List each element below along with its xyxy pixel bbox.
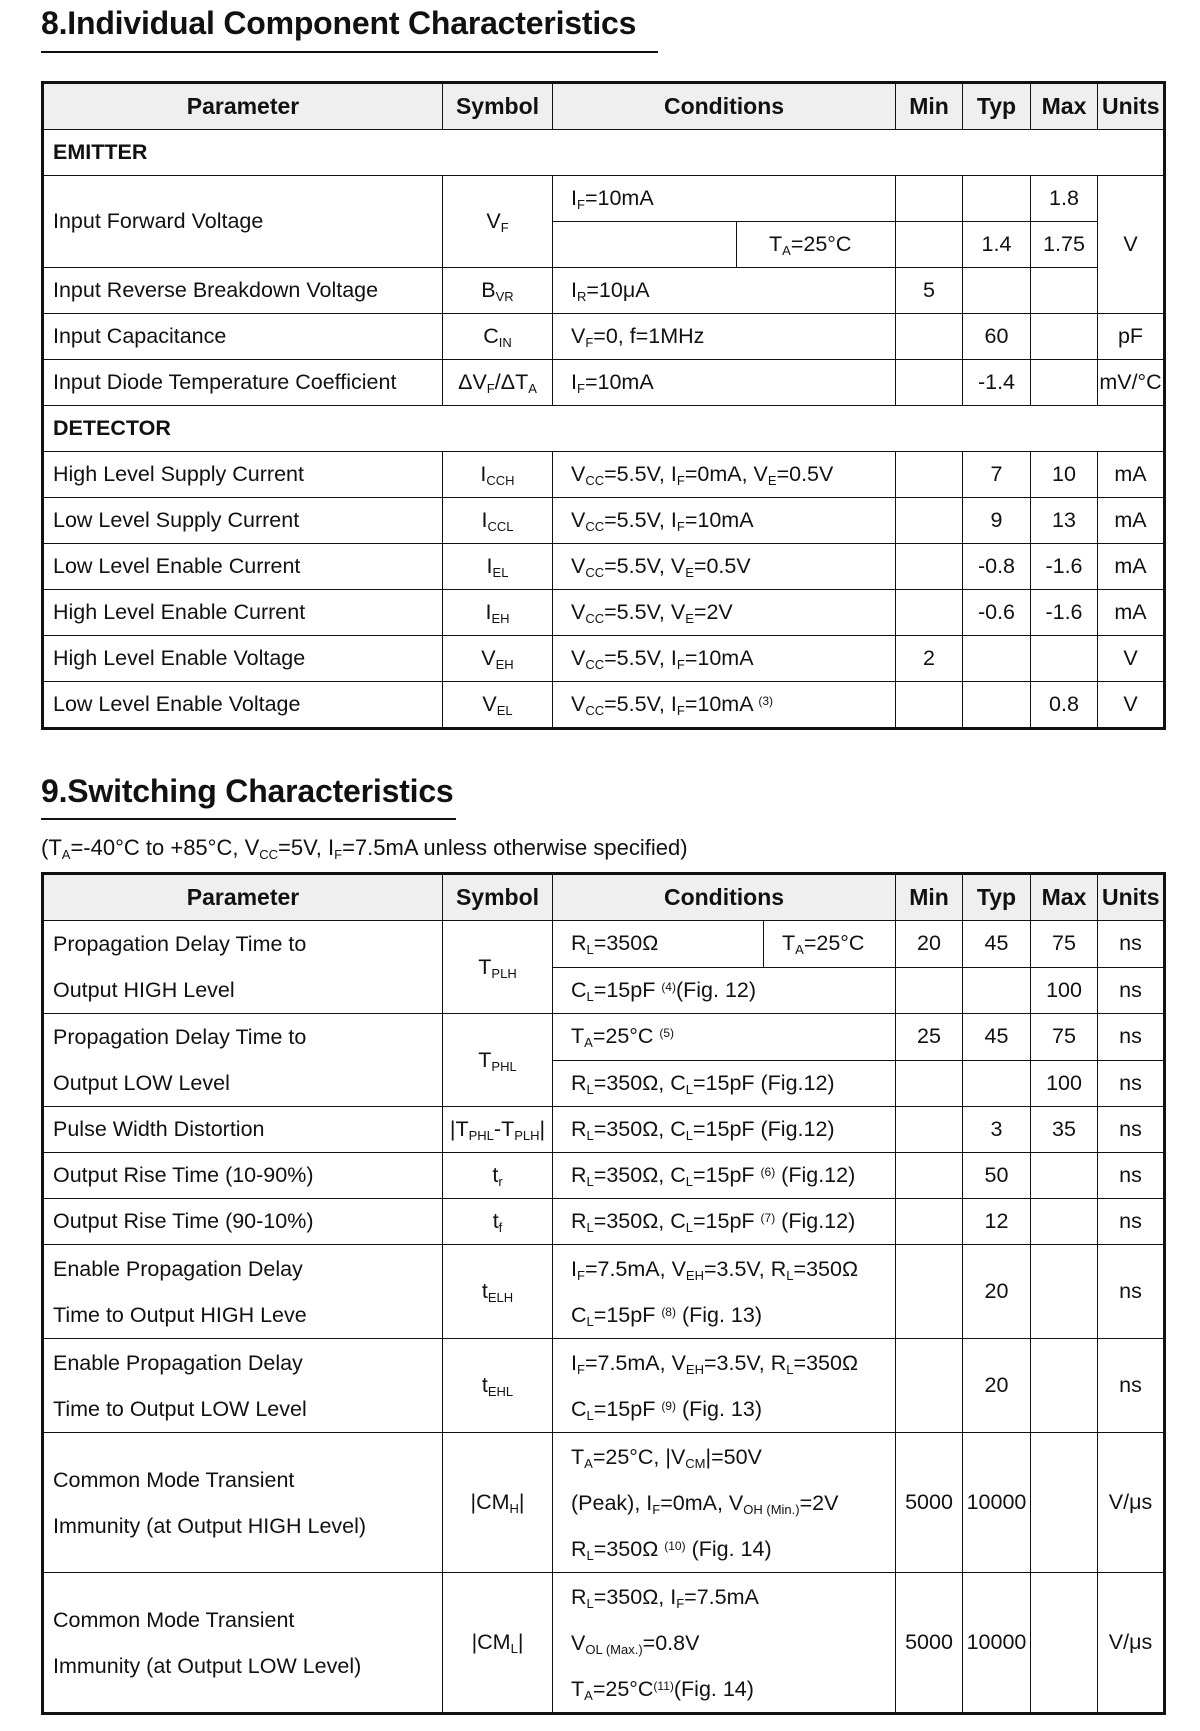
table-row xyxy=(44,268,1164,314)
symbol-cell: $V_F$ xyxy=(443,176,553,268)
condition-cell: $V_{CC}=5.5V$, $I_F=0mA$, $V_E=0.5V$ xyxy=(553,452,896,498)
param-cell: Propagation Delay Time to Output HIGH Level xyxy=(44,921,443,1014)
symbol-cell: $|CM_L|$ xyxy=(443,1573,553,1713)
unit-cell: ns xyxy=(1098,921,1164,968)
symbol-cell: $T_{PHL}$ xyxy=(443,1014,553,1107)
typ-cell: 12 xyxy=(963,1199,1031,1245)
max-cell: 0.8 xyxy=(1031,682,1098,728)
param-cell: High Level Supply Current xyxy=(44,452,443,498)
typ-cell xyxy=(963,176,1031,222)
max-cell xyxy=(1031,1433,1098,1573)
condition-cell: $C_L=15pF$ $^{(4)}$(Fig. 12) xyxy=(553,967,896,1014)
symbol-cell: $t_{EHL}$ xyxy=(443,1339,553,1433)
typ-cell: 50 xyxy=(963,1153,1031,1199)
table-row xyxy=(44,1433,1164,1573)
min-cell xyxy=(896,452,963,498)
unit-cell: V xyxy=(1098,682,1164,728)
typ-cell: 3 xyxy=(963,1107,1031,1153)
table-row xyxy=(44,360,1164,406)
condition-cell: $R_L=350\Omega$, $I_F=7.5mA$ $V_{OL (Max.)}=0.8V$ $T_A=25^\circ C^{(11)}(Fig$. 14) xyxy=(553,1573,896,1713)
symbol-cell: $t_f$ xyxy=(443,1199,553,1245)
condition-cell: $T_A=25^\circ C$ xyxy=(764,921,896,968)
min-cell xyxy=(896,1339,963,1433)
symbol-cell: $I_{EH}$ xyxy=(443,590,553,636)
min-cell xyxy=(896,360,963,406)
test-conditions-note: ($T_A=-40^\circ C$ to +85°C, $V_{CC}=5V$, $I_F=7.5mA$ unless otherwise specified) xyxy=(41,835,688,862)
table-row xyxy=(44,544,1164,590)
condition-cell: $V_{CC}=5.5V$, $V_E=0.5V$ xyxy=(553,544,896,590)
param-cell: Input Diode Temperature Coefficient xyxy=(44,360,443,406)
min-cell xyxy=(896,544,963,590)
unit-cell: ns xyxy=(1098,1014,1164,1061)
unit-cell: mA xyxy=(1098,498,1164,544)
table-header-row xyxy=(44,84,1164,130)
min-cell xyxy=(896,682,963,728)
condition-cell: $R_L=350\Omega$, $C_L=15pF$ (Fig.12) xyxy=(553,1107,896,1153)
unit-cell: ns xyxy=(1098,1245,1164,1339)
min-cell xyxy=(896,1245,963,1339)
symbol-cell: $B_{VR}$ xyxy=(443,268,553,314)
header-units: Units xyxy=(1098,84,1164,130)
table-row xyxy=(44,590,1164,636)
switching-characteristics-table xyxy=(43,874,1164,1713)
table-row xyxy=(44,452,1164,498)
component-characteristics-table xyxy=(43,83,1164,728)
max-cell: 10 xyxy=(1031,452,1098,498)
min-cell xyxy=(896,222,963,268)
min-cell: 5000 xyxy=(896,1433,963,1573)
typ-cell: -1.4 xyxy=(963,360,1031,406)
symbol-cell: $t_r$ xyxy=(443,1153,553,1199)
max-cell: 100 xyxy=(1031,967,1098,1014)
table-row xyxy=(44,1014,1164,1061)
min-cell xyxy=(896,967,963,1014)
header-typ: Typ xyxy=(963,84,1031,130)
min-cell: 25 xyxy=(896,1014,963,1061)
max-cell: 1.75 xyxy=(1031,222,1098,268)
param-cell: High Level Enable Current xyxy=(44,590,443,636)
condition-cell: $V_{CC}=5.5V$, $I_F=10mA$ xyxy=(553,636,896,682)
condition-cell: $T_A=25^\circ C$ xyxy=(737,222,896,268)
min-cell: 5 xyxy=(896,268,963,314)
group-label-emitter: EMITTER xyxy=(44,130,1164,176)
max-cell xyxy=(1031,1339,1098,1433)
table-header-row xyxy=(44,875,1164,921)
param-cell: High Level Enable Voltage xyxy=(44,636,443,682)
typ-cell: 7 xyxy=(963,452,1031,498)
min-cell xyxy=(896,176,963,222)
header-parameter: Parameter xyxy=(44,84,443,130)
min-cell xyxy=(896,590,963,636)
condition-cell: $V_{CC}=5.5V$, $I_F=10mA$ xyxy=(553,498,896,544)
symbol-cell: $C_{IN}$ xyxy=(443,314,553,360)
min-cell xyxy=(896,1199,963,1245)
max-cell: -1.6 xyxy=(1031,544,1098,590)
min-cell: 20 xyxy=(896,921,963,968)
header-units: Units xyxy=(1098,875,1164,921)
min-cell xyxy=(896,314,963,360)
table-row xyxy=(44,1245,1164,1339)
param-cell: Output Rise Time (90-10%) xyxy=(44,1199,443,1245)
header-symbol: Symbol xyxy=(443,875,553,921)
param-cell: Low Level Enable Current xyxy=(44,544,443,590)
max-cell: 1.8 xyxy=(1031,176,1098,222)
condition-cell: $R_L=350\Omega$, $C_L=15pF$ (Fig.12) xyxy=(553,1060,896,1107)
table-row xyxy=(44,636,1164,682)
typ-cell: 20 xyxy=(963,1245,1031,1339)
section-8-title: 8.Individual Component Characteristics xyxy=(41,5,637,41)
symbol-cell: $t_{ELH}$ xyxy=(443,1245,553,1339)
min-cell xyxy=(896,498,963,544)
condition-cell: $I_F=7.5mA$, $V_{EH}=3.5V$, $R_L=350\Omega$ $C_L=15pF$ $^{(8)}$ (Fig. 13) xyxy=(553,1245,896,1339)
group-row-emitter xyxy=(44,130,1164,176)
section-9-title: 9.Switching Characteristics xyxy=(41,773,454,809)
unit-cell: mA xyxy=(1098,590,1164,636)
header-parameter: Parameter xyxy=(44,875,443,921)
min-cell xyxy=(896,1107,963,1153)
param-cell: Enable Propagation Delay Time to Output LOW Level xyxy=(44,1339,443,1433)
typ-cell xyxy=(963,268,1031,314)
param-cell: Pulse Width Distortion xyxy=(44,1107,443,1153)
unit-cell: ns xyxy=(1098,1199,1164,1245)
unit-cell: ns xyxy=(1098,967,1164,1014)
max-cell: 75 xyxy=(1031,921,1098,968)
max-cell: 75 xyxy=(1031,1014,1098,1061)
param-cell: Common Mode Transient Immunity (at Output HIGH Level) xyxy=(44,1433,443,1573)
header-min: Min xyxy=(896,84,963,130)
condition-cell: $I_F=10mA$ xyxy=(553,176,896,222)
condition-cell: $I_F=10mA$ xyxy=(553,360,896,406)
param-cell: Input Forward Voltage xyxy=(44,176,443,268)
condition-cell: $T_A=25^\circ C$ $^{(5)}$ xyxy=(553,1014,896,1061)
min-cell xyxy=(896,1060,963,1107)
typ-cell: 45 xyxy=(963,1014,1031,1061)
header-conditions: Conditions xyxy=(553,84,896,130)
min-cell: 2 xyxy=(896,636,963,682)
header-max: Max xyxy=(1031,875,1098,921)
unit-cell: mV/°C xyxy=(1098,360,1164,406)
group-row-detector xyxy=(44,406,1164,452)
max-cell xyxy=(1031,1245,1098,1339)
symbol-cell: $|CM_H|$ xyxy=(443,1433,553,1573)
symbol-cell: $|T_{PHL}-T_{PLH}|$ xyxy=(443,1107,553,1153)
symbol-cell: $I_{CCL}$ xyxy=(443,498,553,544)
max-cell: 13 xyxy=(1031,498,1098,544)
unit-cell: ns xyxy=(1098,1107,1164,1153)
param-cell: Low Level Enable Voltage xyxy=(44,682,443,728)
typ-cell: 9 xyxy=(963,498,1031,544)
max-cell xyxy=(1031,314,1098,360)
table-row xyxy=(44,1199,1164,1245)
table-row xyxy=(44,1573,1164,1713)
unit-cell: ns xyxy=(1098,1339,1164,1433)
table-row xyxy=(44,921,1164,968)
max-cell: -1.6 xyxy=(1031,590,1098,636)
symbol-cell: $I_{CCH}$ xyxy=(443,452,553,498)
typ-cell: 10000 xyxy=(963,1433,1031,1573)
unit-cell: V/μs xyxy=(1098,1433,1164,1573)
unit-cell: mA xyxy=(1098,452,1164,498)
typ-cell: 20 xyxy=(963,1339,1031,1433)
max-cell: 35 xyxy=(1031,1107,1098,1153)
unit-cell: V/μs xyxy=(1098,1573,1164,1713)
symbol-cell: $\Delta V_F/\Delta T_A$ xyxy=(443,360,553,406)
param-cell: Propagation Delay Time to Output LOW Level xyxy=(44,1014,443,1107)
typ-cell: 10000 xyxy=(963,1573,1031,1713)
typ-cell xyxy=(963,682,1031,728)
condition-cell: $I_R=10\mu A$ xyxy=(553,268,896,314)
min-cell xyxy=(896,1153,963,1199)
typ-cell xyxy=(963,967,1031,1014)
table-row xyxy=(44,314,1164,360)
typ-cell: 60 xyxy=(963,314,1031,360)
param-cell: Low Level Supply Current xyxy=(44,498,443,544)
symbol-cell: $V_{EL}$ xyxy=(443,682,553,728)
param-cell: Common Mode Transient Immunity (at Output LOW Level) xyxy=(44,1573,443,1713)
unit-cell: mA xyxy=(1098,544,1164,590)
max-cell xyxy=(1031,1573,1098,1713)
table-row xyxy=(44,1153,1164,1199)
condition-cell: $I_F=7.5mA$, $V_{EH}=3.5V$, $R_L=350\Omega$ $C_L=15pF$ $^{(9)}$ (Fig. 13) xyxy=(553,1339,896,1433)
condition-cell: $T_A=25^\circ C$, $|V_{CM}|=50V$ (Peak), $I_F=0mA$, $V_{OH (Min.)}=2V$ $R_L=350\Omega$ $^{(10)}$ (Fig. 14) xyxy=(553,1433,896,1573)
max-cell xyxy=(1031,1199,1098,1245)
param-cell: Output Rise Time (10-90%) xyxy=(44,1153,443,1199)
table-row xyxy=(44,176,1164,222)
header-min: Min xyxy=(896,875,963,921)
typ-cell: 1.4 xyxy=(963,222,1031,268)
section-8-underline xyxy=(41,51,658,53)
table-row xyxy=(44,498,1164,544)
table-row xyxy=(44,1107,1164,1153)
symbol-cell: $T_{PLH}$ xyxy=(443,921,553,1014)
max-cell xyxy=(1031,268,1098,314)
unit-cell: V xyxy=(1098,176,1164,314)
table-row xyxy=(44,1339,1164,1433)
max-cell xyxy=(1031,360,1098,406)
symbol-cell: $V_{EH}$ xyxy=(443,636,553,682)
param-cell: Input Reverse Breakdown Voltage xyxy=(44,268,443,314)
typ-cell: -0.8 xyxy=(963,544,1031,590)
condition-cell: $V_{CC}=5.5V$, $V_E=2V$ xyxy=(553,590,896,636)
header-max: Max xyxy=(1031,84,1098,130)
group-label-detector: DETECTOR xyxy=(44,406,1164,452)
min-cell: 5000 xyxy=(896,1573,963,1713)
max-cell xyxy=(1031,1153,1098,1199)
typ-cell: 45 xyxy=(963,921,1031,968)
symbol-cell: $I_{EL}$ xyxy=(443,544,553,590)
max-cell: 100 xyxy=(1031,1060,1098,1107)
unit-cell: pF xyxy=(1098,314,1164,360)
typ-cell: -0.6 xyxy=(963,590,1031,636)
table-row xyxy=(44,682,1164,728)
param-cell: Enable Propagation Delay Time to Output HIGH Leve xyxy=(44,1245,443,1339)
header-symbol: Symbol xyxy=(443,84,553,130)
unit-cell: ns xyxy=(1098,1153,1164,1199)
condition-cell: $R_L=350\Omega$, $C_L=15pF$ $^{(7)}$ (Fig.12) xyxy=(553,1199,896,1245)
typ-cell xyxy=(963,1060,1031,1107)
typ-cell xyxy=(963,636,1031,682)
condition-cell: $R_L=350\Omega$, $C_L=15pF$ $^{(6)}$ (Fig.12) xyxy=(553,1153,896,1199)
header-conditions: Conditions xyxy=(553,875,896,921)
condition-cell: $V_{CC}=5.5V$, $I_F=10mA$ $^{(3)}$ xyxy=(553,682,896,728)
unit-cell: V xyxy=(1098,636,1164,682)
unit-cell: ns xyxy=(1098,1060,1164,1107)
section-9-underline xyxy=(41,818,456,820)
empty-cell xyxy=(553,222,737,268)
header-typ: Typ xyxy=(963,875,1031,921)
param-cell: Input Capacitance xyxy=(44,314,443,360)
condition-cell: $V_F=0$, f=1MHz xyxy=(553,314,896,360)
condition-cell: $R_L=350\Omega$ xyxy=(553,921,764,968)
max-cell xyxy=(1031,636,1098,682)
